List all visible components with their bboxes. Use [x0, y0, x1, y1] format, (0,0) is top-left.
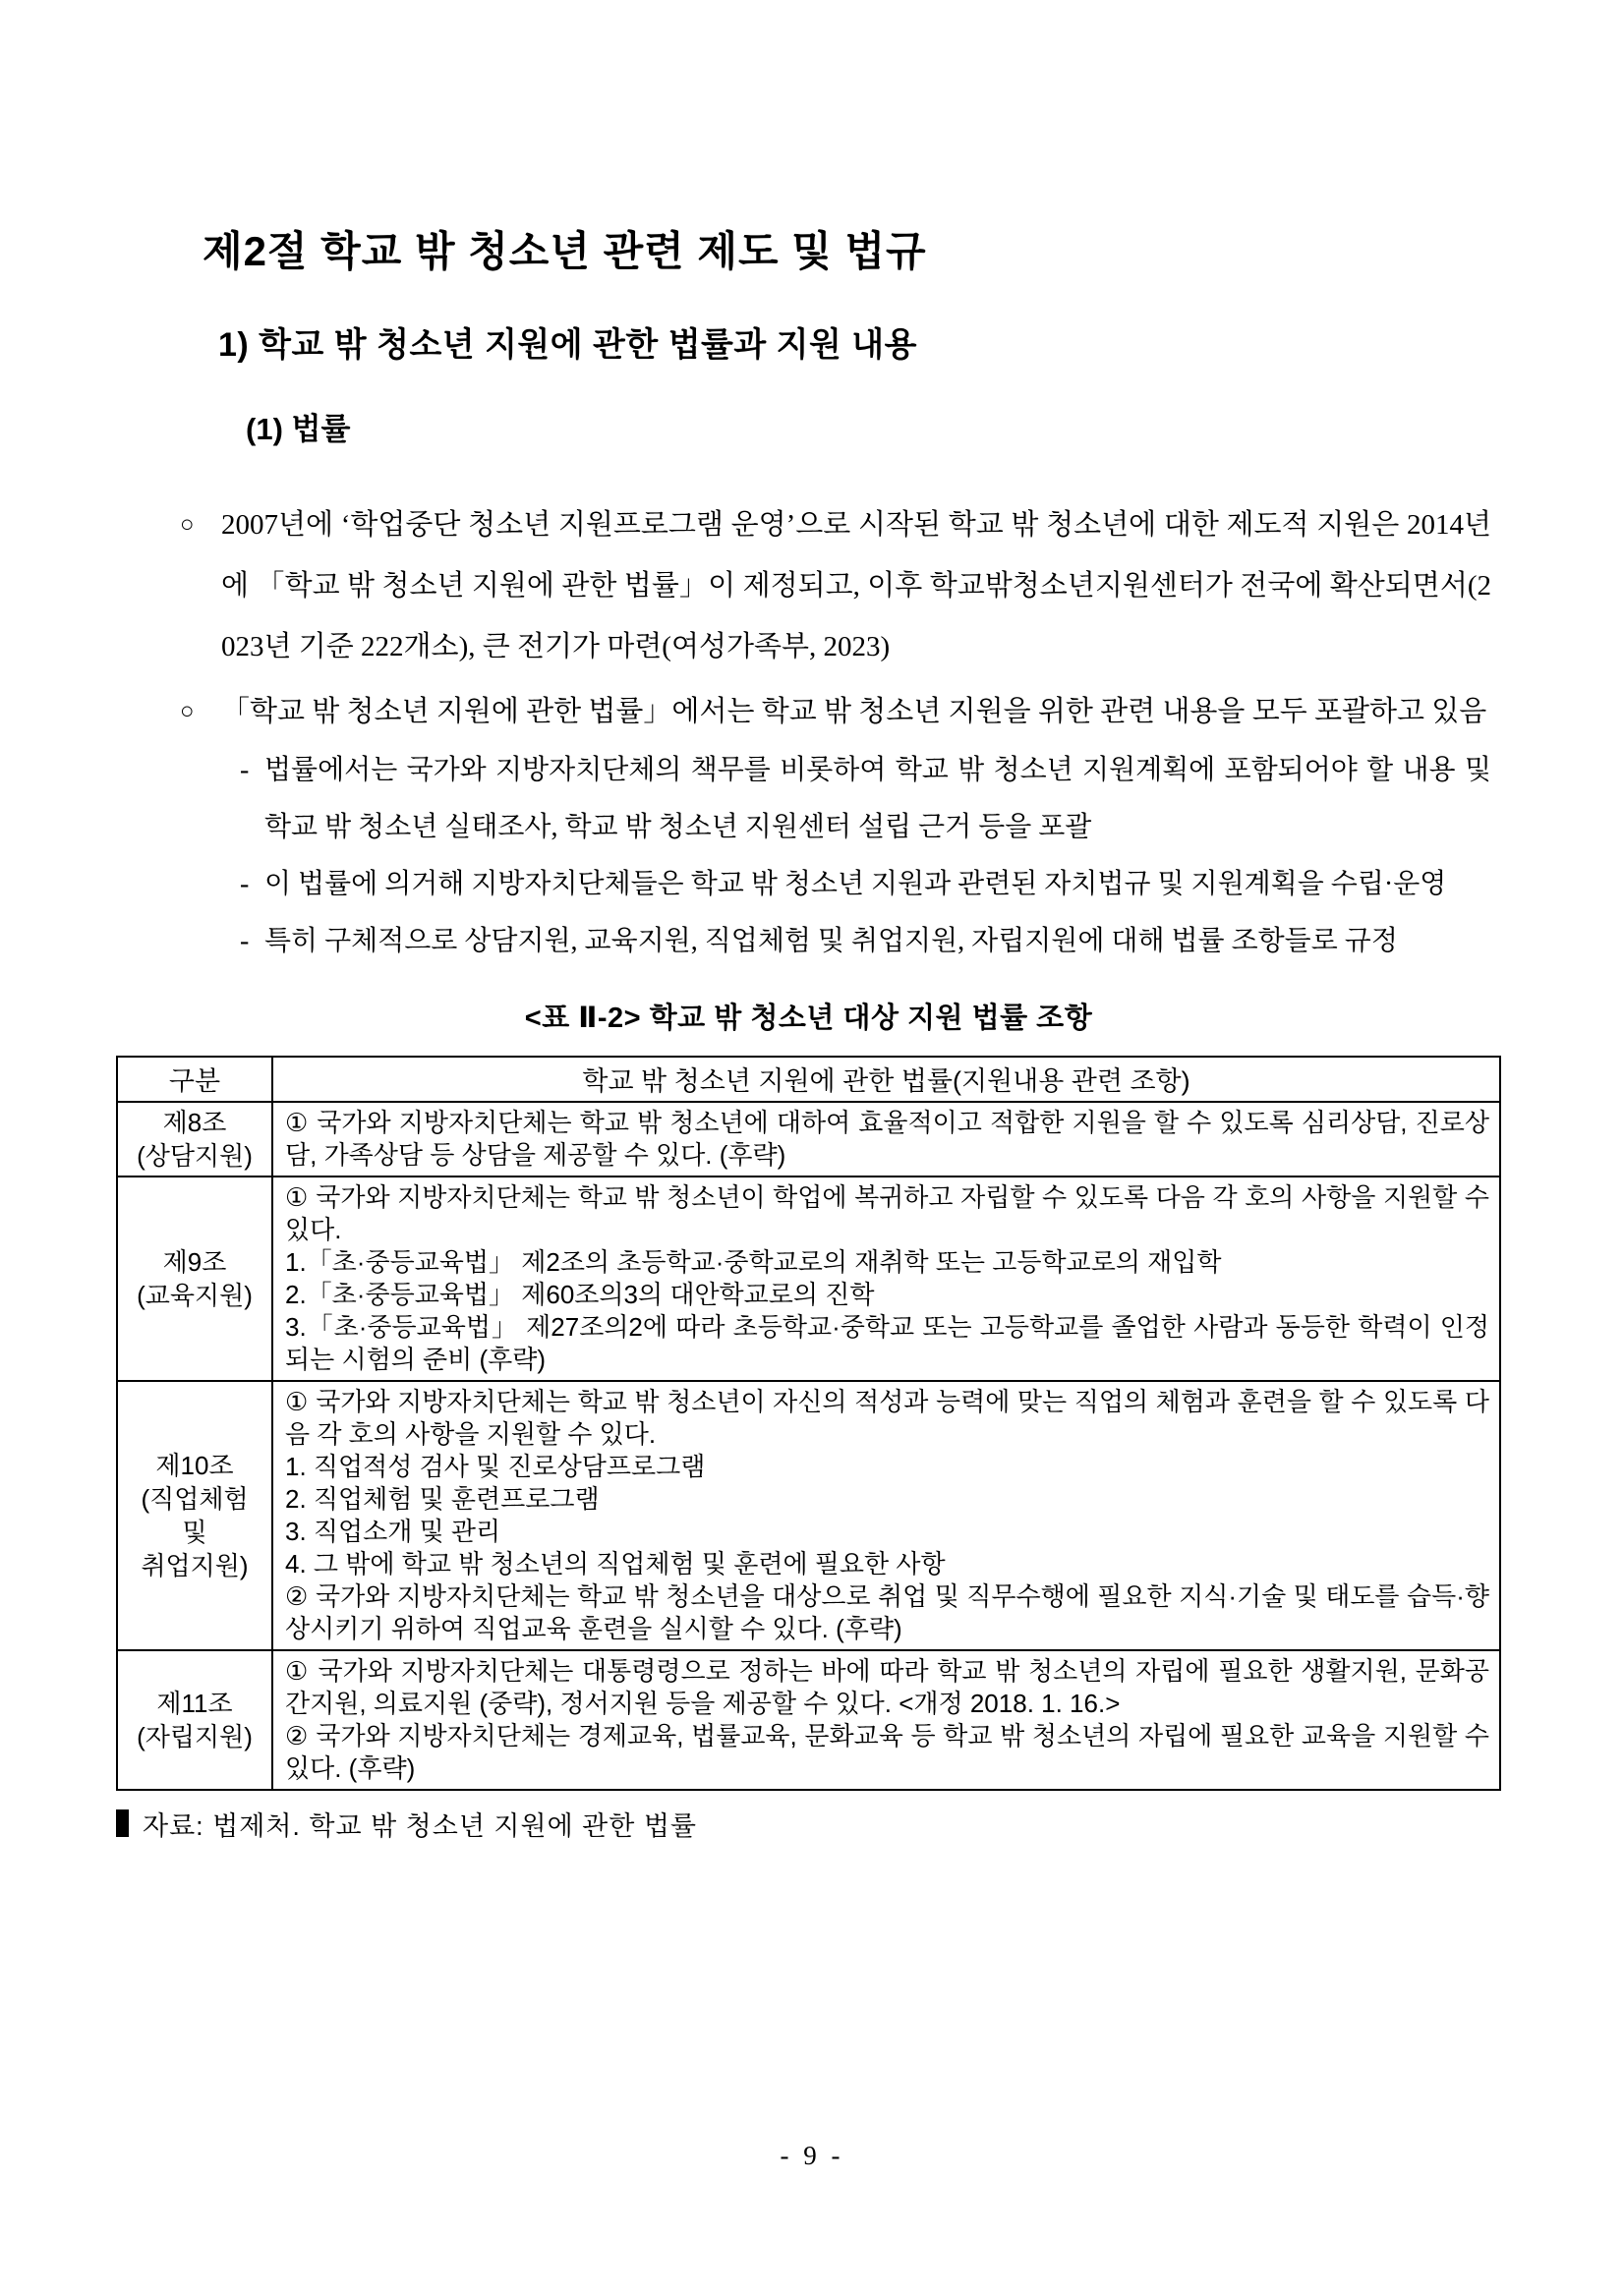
- sub-bullet-list: [240, 742, 1501, 970]
- bullet-item: [180, 494, 1501, 677]
- dash-bullet-icon: -: [240, 755, 250, 786]
- sub-bullet-text: 이 법률에 의거해 지방자치단체들은 학교 밖 청소년 지원과 관련된 자치법규 및 지원계획을 수립·운영: [264, 869, 1447, 900]
- sub-bullet-text: 법률에서는 국가와 지방자치단체의 책무를 비롯하여 학교 밖 청소년 지원계획에 포함되어야 할 내용 및 학교 밖 청소년 실태조사, 학교 밖 청소년 지원센터 설립 근거 등을 포괄: [264, 755, 1491, 843]
- row-content-article10: ① 국가와 지방자치단체는 학교 밖 청소년이 자신의 적성과 능력에 맞는 직업의 체험과 훈련을 할 수 있도록 다음 각 호의 사항을 지원할 수 있다. 1. 직업적성 검사 및 진로상담프로그램 2. 직업체험 및 훈련프로그램 3. 직업소개 및 관리 4. 그 밖에 학교 밖 청소년의 직업체험 및 훈련에 필요한 사항 ② 국가와 지방자치단체는 학교 밖 청소년을 대상으로 취업 및 직무수행에 필요한 지식·기술 및 태도를 습득·향상시키기 위하여 직업교육 훈련을 실시할 수 있다. (후략): [272, 1381, 1500, 1650]
- row-label-article9: 제9조 (교육지원): [117, 1177, 272, 1381]
- sub-bullet-text: 특히 구체적으로 상담지원, 교육지원, 직업체험 및 취업지원, 자립지원에 대해 법률 조항들로 규정: [264, 926, 1398, 957]
- section-title: 제2절 학교 밖 청소년 관련 제도 및 법규: [203, 228, 927, 274]
- table-row: [117, 1102, 1500, 1177]
- row-label-article8: 제8조 (상담지원): [117, 1102, 272, 1177]
- sub-bullet-item: [240, 856, 1501, 913]
- table-row: [117, 1650, 1500, 1790]
- bullet-text: 2007년에 ‘학업중단 청소년 지원프로그램 운영’으로 시작된 학교 밖 청소년에 대한 제도적 지원은 2014년에 「학교 밖 청소년 지원에 관한 법률」이 제정되고, 이후 학교밖청소년지원센터가 전국에 확산되면서(2023년 기준 222개소), 큰 전기가 마련(여성가족부, 2023): [221, 509, 1491, 663]
- sub-bullet-item: [240, 742, 1501, 856]
- row-label-article10: 제10조 (직업체험 및 취업지원): [117, 1381, 272, 1650]
- row-content-article8: ① 국가와 지방자치단체는 학교 밖 청소년에 대하여 효율적이고 적합한 지원을 할 수 있도록 심리상담, 진로상담, 가족상담 등 상담을 제공할 수 있다. (후략): [272, 1102, 1500, 1177]
- row-label-article11: 제11조 (자립지원): [117, 1650, 272, 1790]
- subsubsection-title: (1) 법률: [246, 412, 351, 447]
- circle-bullet-icon: ○: [180, 699, 195, 725]
- table-header-row: [117, 1057, 1500, 1102]
- page-number: - 9 -: [780, 2141, 844, 2170]
- bullet-text: 「학교 밖 청소년 지원에 관한 법률」에서는 학교 밖 청소년 지원을 위한 관련 내용을 모두 포괄하고 있음: [221, 696, 1487, 728]
- table-row: [117, 1381, 1500, 1650]
- source-note: [116, 1805, 1501, 1843]
- table-header-law: 학교 밖 청소년 지원에 관한 법률(지원내용 관련 조항): [272, 1057, 1500, 1102]
- dash-bullet-icon: -: [240, 869, 250, 900]
- circle-bullet-icon: ○: [180, 512, 195, 539]
- table-caption: <표 Ⅱ-2> 학교 밖 청소년 대상 지원 법률 조항: [524, 1003, 1093, 1035]
- bullet-list: [116, 494, 1501, 970]
- row-content-article9: ① 국가와 지방자치단체는 학교 밖 청소년이 학업에 복귀하고 자립할 수 있도록 다음 각 호의 사항을 지원할 수 있다. 1.「초·중등교육법」 제2조의 초등학교·중학교로의 재취학 또는 고등학교로의 재입학 2.「초·중등교육법」 제60조의3의 대안학교로의 진학 3.「초·중등교육법」 제27조의2에 따라 초등학교·중학교 또는 고등학교를 졸업한 사람과 동등한 학력이 인정되는 시험의 준비 (후략): [272, 1177, 1500, 1381]
- law-provisions-table: [116, 1056, 1501, 1791]
- table-row: [117, 1177, 1500, 1381]
- source-marker-icon: [116, 1809, 129, 1837]
- bullet-item: [180, 681, 1501, 742]
- page-content: [0, 228, 1624, 1843]
- subsection-title: 1) 학교 밖 청소년 지원에 관한 법률과 지원 내용: [218, 326, 917, 365]
- table-header-category: 구분: [117, 1057, 272, 1102]
- sub-bullet-item: [240, 913, 1501, 970]
- row-content-article11: ① 국가와 지방자치단체는 대통령령으로 정하는 바에 따라 학교 밖 청소년의 자립에 필요한 생활지원, 문화공간지원, 의료지원 (중략), 정서지원 등을 제공할 수 있다. <개정 2018. 1. 16.> ② 국가와 지방자치단체는 경제교육, 법률교육, 문화교육 등 학교 밖 청소년의 자립에 필요한 교육을 지원할 수 있다. (후략): [272, 1650, 1500, 1790]
- dash-bullet-icon: -: [240, 926, 250, 957]
- source-text: 자료: 법제처. 학교 밖 청소년 지원에 관한 법률: [143, 1810, 697, 1841]
